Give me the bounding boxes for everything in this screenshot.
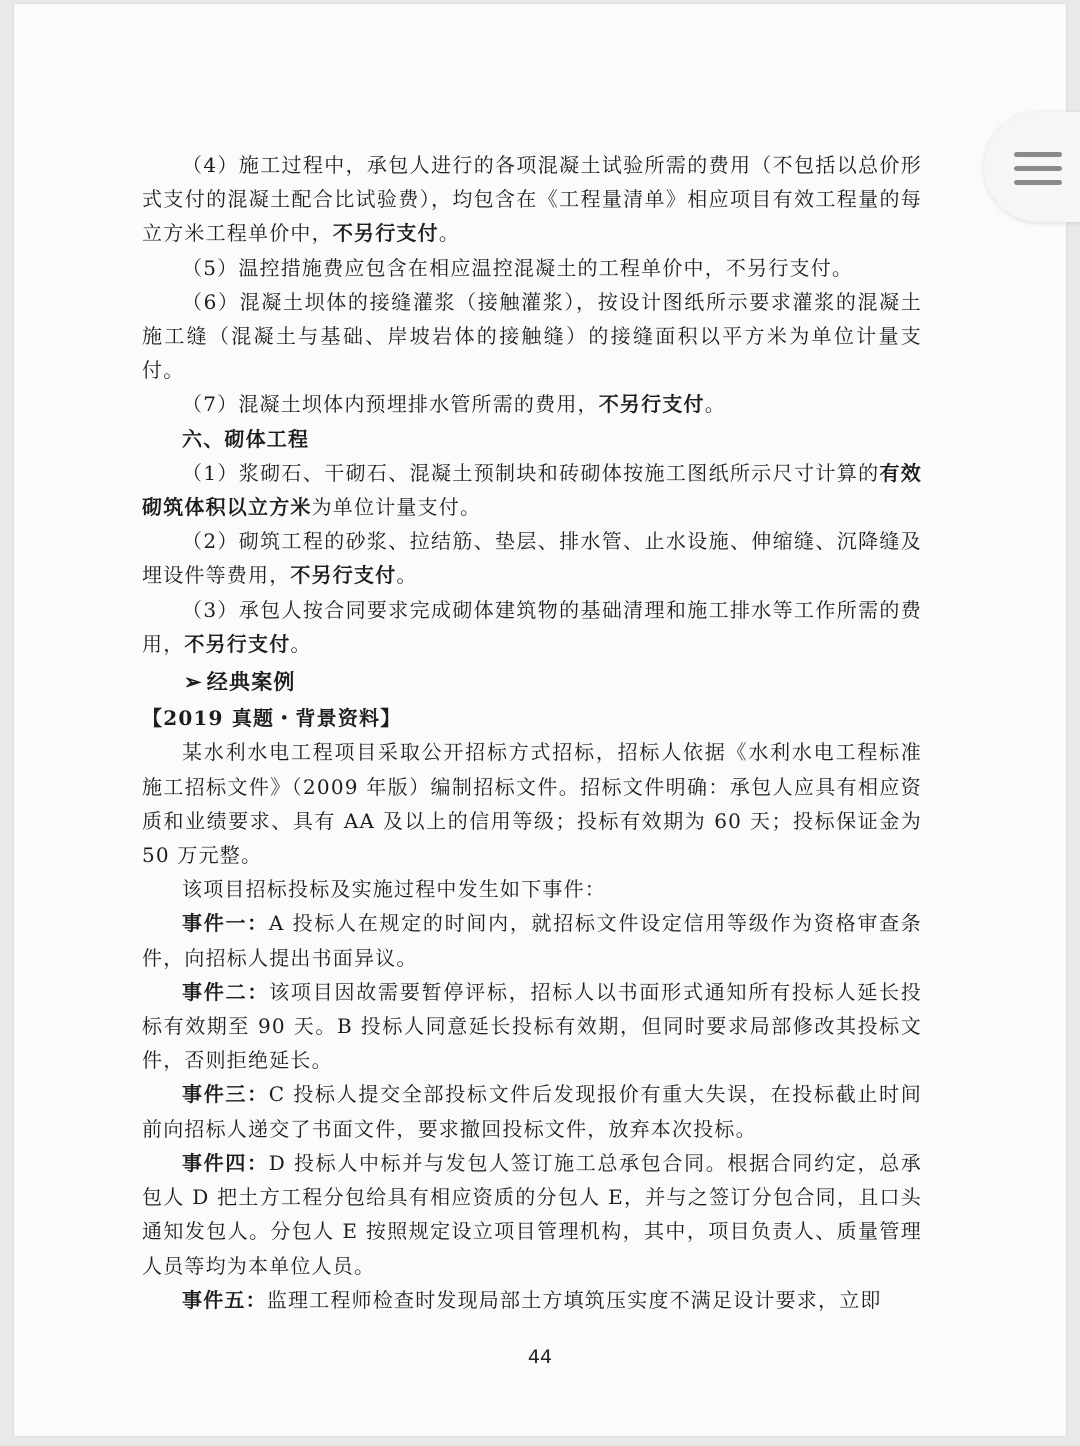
menu-bar-icon (1014, 166, 1062, 171)
event-label: 事件三： (182, 1082, 269, 1107)
events-intro: 该项目招标投标及实施过程中发生如下事件： (182, 877, 606, 902)
menu-bar-icon (1014, 152, 1062, 157)
paragraph-6: （6）混凝土坝体的接缝灌浆（接触灌浆），按设计图纸所示要求灌浆的混凝土施工缝（混凝土与基础、岸坡岩体的接触缝）的接缝面积以平方米为单位计量支付。 (142, 289, 922, 383)
event-label: 事件四： (182, 1150, 269, 1175)
emphasis: 不另行支付 (184, 631, 291, 656)
menu-bar-icon (1014, 180, 1062, 185)
case-heading: ➢ 经典案例 (142, 665, 922, 699)
emphasis: 不另行支付 (290, 563, 397, 588)
event-list (142, 906, 922, 1316)
event-item (142, 906, 922, 974)
background-title: 【2019 真题・背景资料】 (142, 706, 402, 731)
event-item (142, 1077, 922, 1145)
event-label: 事件五： (182, 1287, 267, 1312)
event-label: 事件二： (182, 979, 270, 1004)
arrow-bullet-icon: ➢ (184, 669, 203, 695)
paragraph-7: （7）混凝土坝体内预埋排水管所需的费用，不另行支付。 (182, 392, 726, 417)
paragraph-4: （4）施工过程中，承包人进行的各项混凝土试验所需的费用（不包括以总价形式支付的混凝土配合比试验费），均包含在《工程量清单》相应项目有效工程量的每立方米工程单价中，不另行支付。 (142, 153, 922, 246)
emphasis: 不另行支付 (332, 221, 439, 246)
emphasis: 不另行支付 (598, 392, 705, 417)
page-number: 44 (527, 1346, 553, 1368)
masonry-item-1: （1）浆砌石、干砌石、混凝土预制块和砖砌体按施工图纸所示尺寸计算的有效砌筑体积以立方米为单位计量支付。 (142, 460, 922, 520)
event-text: 监理工程师检查时发现局部土方填筑压实度不满足设计要求，立即 (266, 1287, 882, 1312)
background-text: 某水利水电工程项目采取公开招标方式招标，招标人依据《水利水电工程标准施工招标文件》（2009 年版）编制招标文件。招标文件明确：承包人应具有相应资质和业绩要求、具有 AA 及以上的信用等级；投标有效期为 60 天；投标保证金为 50 万元整。 (142, 740, 922, 868)
event-text: D 投标人中标并与发包人签订施工总承包合同。根据合同约定，总承包人 D 把土方工程分包给具有相应资质的分包人 E，并与之签订分包合同，且口头通知发包人。分包人 E 按照规定设立项目管理机构，其中，项目负责人、质量管理人员等均为本单位人员。 (142, 1150, 922, 1278)
event-item (142, 1283, 922, 1317)
event-text: C 投标人提交全部投标文件后发现报价有重大失误，在投标截止时间前向招标人递交了书面文件，要求撤回投标文件，放弃本次投标。 (142, 1082, 922, 1141)
event-item (142, 1146, 922, 1283)
masonry-item-2: （2）砌筑工程的砂浆、拉结筋、垫层、排水管、止水设施、伸缩缝、沉降缝及埋设件等费用，不另行支付。 (142, 529, 922, 588)
paragraph-5: （5）温控措施费应包含在相应温控混凝土的工程单价中，不另行支付。 (182, 255, 854, 280)
page-content (142, 148, 922, 1317)
event-text: A 投标人在规定的时间内，就招标文件设定信用等级作为资格审查条件，向招标人提出书面异议。 (142, 911, 922, 970)
section-heading: 六、砌体工程 (182, 426, 310, 451)
emphasis: 有效砌筑体积以立方米 (142, 460, 922, 520)
event-label: 事件一： (182, 911, 269, 936)
masonry-item-3: （3）承包人按合同要求完成砌体建筑物的基础清理和施工排水等工作所需的费用，不另行支付。 (142, 597, 922, 656)
event-item (142, 975, 922, 1078)
event-text: 该项目因故需要暂停评标，招标人以书面形式通知所有投标人延长投标有效期至 90 天。B 投标人同意延长投标有效期，但同时要求局部修改其投标文件，否则拒绝延长。 (142, 979, 923, 1073)
